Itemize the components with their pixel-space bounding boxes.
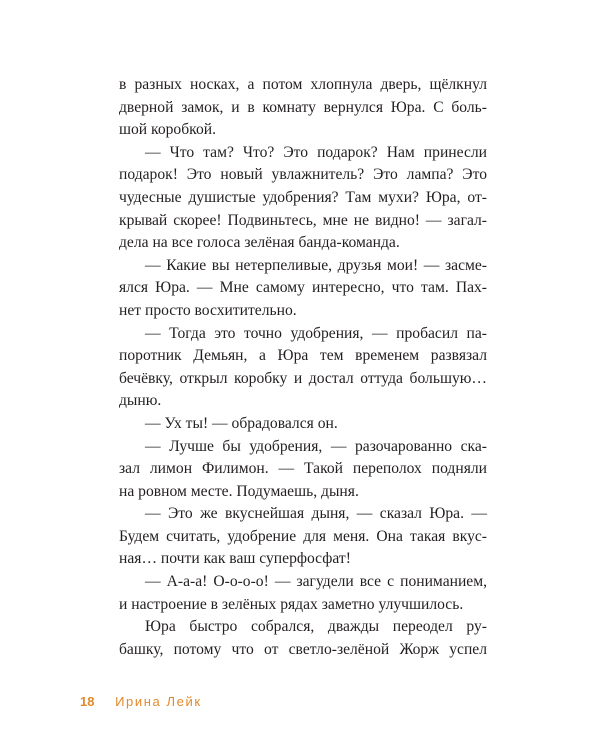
text-line: — Это же вкуснейшая дыня, — сказал Юра. — bbox=[145, 505, 487, 523]
text-line: нет просто восхитительно. bbox=[119, 301, 297, 319]
text-line: — Тогда это точно удобрения, — пробасил па- bbox=[145, 324, 487, 342]
body-text bbox=[119, 74, 487, 661]
author-name: Ирина Лейк bbox=[115, 694, 202, 709]
text-line: в разных носках, а потом хлопнула дверь, щёлкнул bbox=[119, 76, 487, 93]
text-line: башку, потому что от светло-зелёной Жорж успел bbox=[119, 640, 487, 658]
text-line: ялся Юра. — Мне самому интересно, что там. Пах- bbox=[119, 279, 487, 297]
text-line: дела на все голоса зелёная банда-команда. bbox=[119, 234, 400, 252]
text-line: дыню. bbox=[119, 392, 162, 410]
text-line: — Ух ты! — обрадовался он. bbox=[145, 414, 338, 432]
text-line: и настроение в зелёных рядах заметно улучшилось. bbox=[119, 595, 464, 613]
text-line: бечёвку, открыл коробку и достал оттуда большую… bbox=[119, 369, 487, 387]
text-line: — А-а-а! О-о-о-о! — загудели все с пониманием, bbox=[145, 573, 487, 591]
text-line: поротник Демьян, а Юра тем временем развязал bbox=[119, 347, 487, 365]
page-number: 18 bbox=[80, 694, 95, 709]
text-line: зал лимон Филимон. — Такой переполох подняли bbox=[119, 460, 487, 478]
text-line: дверной замок, и в комнату вернулся Юра. С боль- bbox=[119, 98, 487, 116]
text-line: Юра быстро собрался, дважды переодел ру- bbox=[145, 618, 487, 636]
text-line: подарок! Это новый увлажнитель? Это лампа? Это bbox=[119, 166, 487, 184]
text-line: — Что там? Что? Это подарок? Нам принесли bbox=[145, 143, 487, 161]
text-line: чудесные душистые удобрения? Там мухи? Юра, от- bbox=[119, 188, 487, 206]
text-line: крывай скорее! Подвиньтесь, мне не видно! — загал- bbox=[119, 211, 487, 229]
text-line: ная… почти как ваш суперфосфат! bbox=[119, 550, 351, 568]
text-line: на ровном месте. Подумаешь, дыня. bbox=[119, 482, 359, 500]
text-line: — Какие вы нетерпеливые, друзья мои! — засме- bbox=[145, 256, 487, 274]
text-line: Будем считать, удобрение для меня. Она такая вкус- bbox=[119, 527, 487, 545]
text-line: — Лучше бы удобрения, — разочарованно ска- bbox=[145, 437, 487, 455]
page-footer bbox=[80, 694, 202, 709]
text-line: шой коробкой. bbox=[119, 121, 216, 139]
